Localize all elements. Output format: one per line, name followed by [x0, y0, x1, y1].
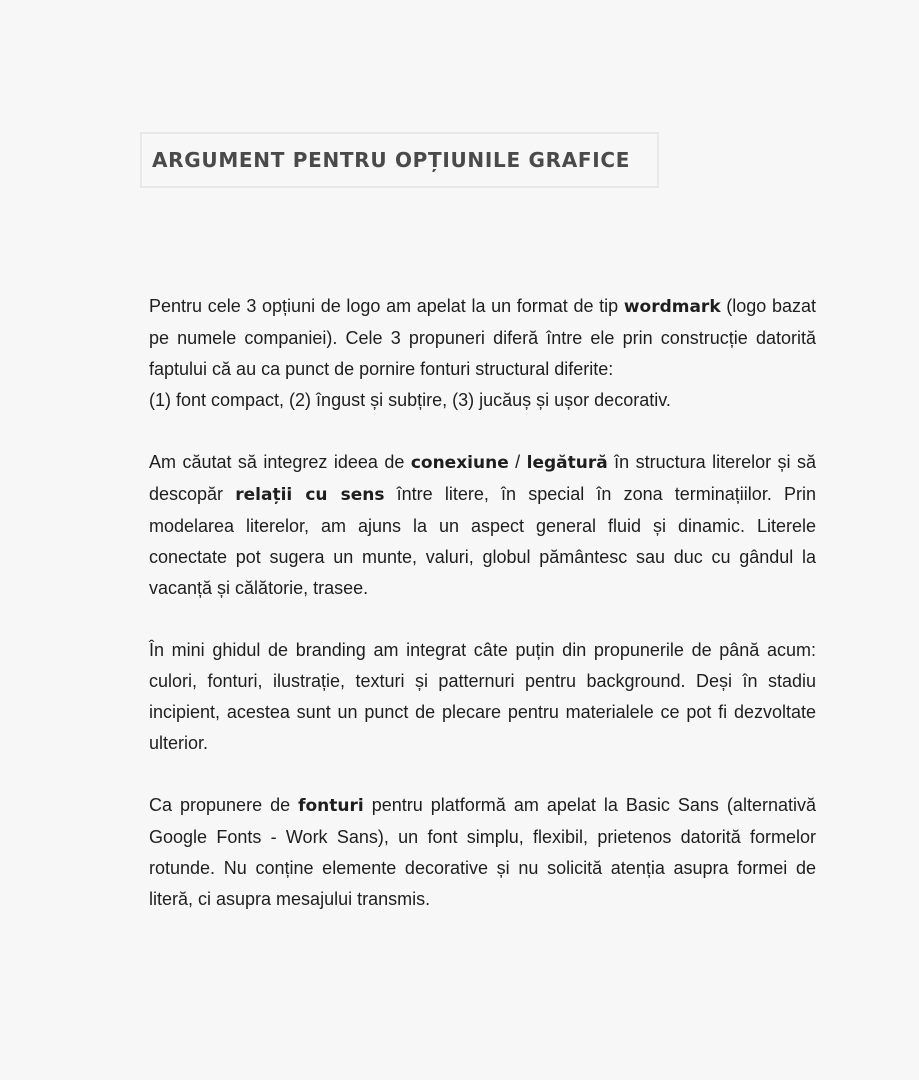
- bold-term-fonturi: fonturi: [298, 796, 364, 816]
- paragraph-connection: [149, 447, 816, 604]
- paragraph-text: pentru platformă am apelat la Basic Sans (alternativă Google Fonts - Work Sans), un font simplu, flexibil, prietenos datorită formelor rotunde. Nu conține elemente decorative și nu solicită atenția asupra formei de literă, ci asupra mesajului transmis.: [149, 795, 816, 909]
- paragraph-text: Am căutat să integrez ideea de: [149, 452, 411, 472]
- paragraph-logo-options: [149, 291, 816, 416]
- slash-separator: /: [508, 452, 527, 472]
- paragraph-text: (logo bazat pe numele companiei). Cele 3 propuneri diferă între ele prin construcție datorită faptului că au ca punct de pornire fonturi structural diferite:: [149, 296, 816, 379]
- bold-term-legatura: legătură: [526, 453, 608, 473]
- title-box: [140, 132, 659, 188]
- paragraph-text: Pentru cele 3 opțiuni de logo am apelat la un format de tip: [149, 296, 624, 316]
- bold-term-conexiune: conexiune: [410, 453, 509, 473]
- document-body: [149, 291, 816, 946]
- paragraph-text: între litere, în special în zona terminațiilor. Prin modelarea literelor, am ajuns la un aspect general fluid și dinamic. Literele conectate pot sugera un munte, valuri, globul pământesc sau duc cu gândul la vacanță și călătorie, trasee.: [149, 484, 817, 598]
- paragraph-fonts: [149, 790, 816, 915]
- bold-term-wordmark: wordmark: [623, 297, 721, 317]
- bold-term-relatii: relații cu sens: [235, 485, 385, 505]
- paragraph-text: În mini ghidul de branding am integrat câte puțin din propunerile de până acum: culori, fonturi, ilustrație, texturi și patternuri pentru background. Deși în stadiu incipient, acestea sunt un punct de plecare pentru materialele ce pot fi dezvoltate ulterior.: [149, 640, 816, 753]
- logo-options-list: (1) font compact, (2) îngust și subțire, (3) jucăuș și ușor decorativ.: [149, 390, 671, 410]
- paragraph-text: în structura literelor și să descopăr: [149, 452, 816, 504]
- paragraph-branding-guide: [149, 635, 816, 759]
- paragraph-text: Ca propunere de: [149, 795, 299, 815]
- page-title: ARGUMENT PENTRU OPȚIUNILE GRAFICE: [152, 148, 631, 172]
